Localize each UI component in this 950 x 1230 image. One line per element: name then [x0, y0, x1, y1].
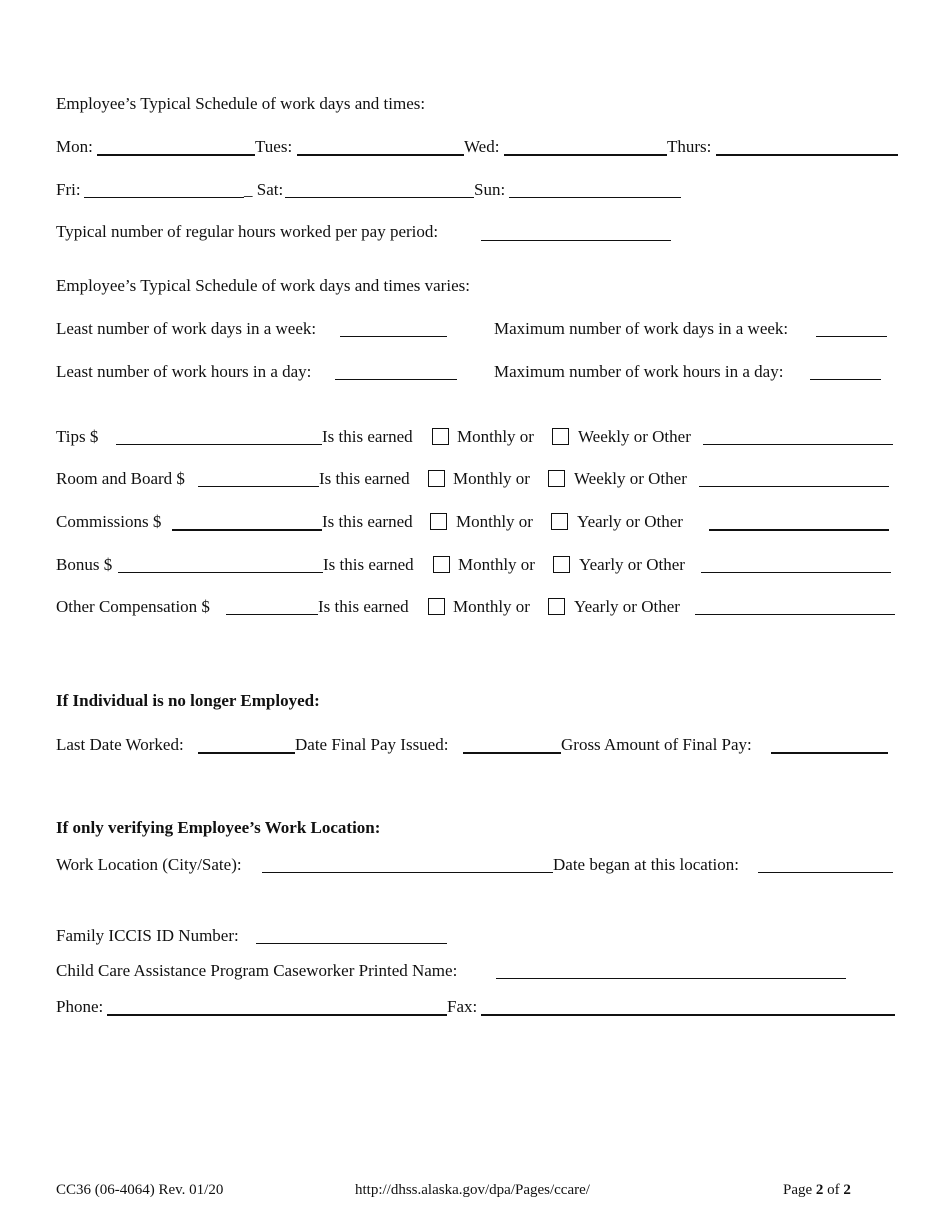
phone-label: Phone:: [56, 997, 104, 1016]
room-board-other-field[interactable]: [699, 486, 889, 487]
tues-field[interactable]: [297, 154, 464, 156]
bonus-yearly-checkbox[interactable]: [553, 556, 570, 573]
tips-monthly-label: Monthly or: [457, 427, 534, 446]
commissions-monthly-checkbox[interactable]: [430, 513, 447, 530]
fax-label: Fax:: [447, 997, 478, 1016]
page-current: 2: [815, 1182, 824, 1198]
page-of: of: [827, 1182, 840, 1198]
footer-url[interactable]: http://dhss.alaska.gov/dpa/Pages/ccare/: [355, 1182, 590, 1198]
room-board-amount-field[interactable]: [198, 486, 319, 487]
sun-label: Sun:: [474, 180, 506, 199]
last-date-worked-label: Last Date Worked:: [56, 735, 184, 754]
bonus-label: Bonus $: [56, 555, 113, 574]
fri-label: Fri:: [56, 180, 81, 199]
page-prefix: Page: [783, 1182, 813, 1198]
max-days-label: Maximum number of work days in a week:: [494, 319, 789, 338]
caseworker-name-field[interactable]: [496, 978, 846, 979]
room-board-option-label: Weekly or Other: [574, 469, 687, 488]
sun-field[interactable]: [509, 197, 681, 198]
other-comp-option-label: Yearly or Other: [574, 597, 680, 616]
thurs-label: Thurs:: [667, 137, 712, 156]
sat-field[interactable]: [285, 197, 474, 198]
tips-weekly-checkbox[interactable]: [552, 428, 569, 445]
final-pay-date-field[interactable]: [463, 752, 561, 754]
least-days-label: Least number of work days in a week:: [56, 319, 317, 338]
tips-label: Tips $: [56, 427, 99, 446]
tips-other-field[interactable]: [703, 444, 893, 445]
tips-option-label: Weekly or Other: [578, 427, 691, 446]
bonus-monthly-label: Monthly or: [458, 555, 535, 574]
tips-monthly-checkbox[interactable]: [432, 428, 449, 445]
least-hours-label: Least number of work hours in a day:: [56, 362, 312, 381]
page-number: [783, 1181, 851, 1199]
caseworker-name-label: Child Care Assistance Program Caseworker Printed Name:: [56, 961, 458, 980]
mon-field[interactable]: [97, 154, 255, 156]
tues-label: Tues:: [255, 137, 293, 156]
last-date-worked-field[interactable]: [198, 752, 295, 754]
thurs-field[interactable]: [716, 154, 898, 156]
room-board-monthly-label: Monthly or: [453, 469, 530, 488]
regular-hours-label: Typical number of regular hours worked per pay period:: [56, 222, 439, 241]
room-board-label: Room and Board $: [56, 469, 185, 488]
other-comp-label: Other Compensation $: [56, 597, 210, 616]
commissions-amount-field[interactable]: [172, 529, 322, 531]
least-hours-field[interactable]: [335, 379, 457, 380]
commissions-yearly-checkbox[interactable]: [551, 513, 568, 530]
work-location-label: Work Location (City/Sate):: [56, 855, 242, 874]
gross-final-pay-field[interactable]: [771, 752, 888, 754]
bonus-option-label: Yearly or Other: [579, 555, 685, 574]
no-longer-employed-heading: If Individual is no longer Employed:: [56, 691, 320, 710]
iccis-id-label: Family ICCIS ID Number:: [56, 926, 239, 945]
iccis-id-field[interactable]: [256, 943, 447, 944]
fri-field[interactable]: [84, 197, 244, 198]
wed-field[interactable]: [504, 154, 667, 156]
tips-amount-field[interactable]: [116, 444, 322, 445]
commissions-monthly-label: Monthly or: [456, 512, 533, 531]
other-comp-monthly-label: Monthly or: [453, 597, 530, 616]
least-days-field[interactable]: [340, 336, 447, 337]
room-board-earned-label: Is this earned: [319, 469, 410, 488]
wed-label: Wed:: [464, 137, 500, 156]
tips-earned-label: Is this earned: [322, 427, 413, 446]
room-board-monthly-checkbox[interactable]: [428, 470, 445, 487]
commissions-option-label: Yearly or Other: [577, 512, 683, 531]
mon-label: Mon:: [56, 137, 93, 156]
commissions-earned-label: Is this earned: [322, 512, 413, 531]
room-board-weekly-checkbox[interactable]: [548, 470, 565, 487]
form-id: CC36 (06-4064) Rev. 01/20: [56, 1182, 224, 1198]
bonus-monthly-checkbox[interactable]: [433, 556, 450, 573]
other-comp-yearly-checkbox[interactable]: [548, 598, 565, 615]
phone-field[interactable]: [107, 1014, 447, 1016]
date-began-label: Date began at this location:: [553, 855, 739, 874]
other-comp-amount-field[interactable]: [226, 614, 318, 615]
max-hours-field[interactable]: [810, 379, 881, 380]
commissions-label: Commissions $: [56, 512, 162, 531]
regular-hours-field[interactable]: [481, 240, 671, 241]
varies-heading: Employee’s Typical Schedule of work days and times varies:: [56, 276, 470, 295]
work-location-heading: If only verifying Employee’s Work Location:: [56, 818, 381, 837]
other-comp-monthly-checkbox[interactable]: [428, 598, 445, 615]
page-total: 2: [843, 1182, 851, 1198]
other-comp-earned-label: Is this earned: [318, 597, 409, 616]
max-days-field[interactable]: [816, 336, 887, 337]
bonus-amount-field[interactable]: [118, 572, 323, 573]
other-comp-other-field[interactable]: [695, 614, 895, 615]
bonus-other-field[interactable]: [701, 572, 891, 573]
final-pay-date-label: Date Final Pay Issued:: [295, 735, 449, 754]
gross-final-pay-label: Gross Amount of Final Pay:: [561, 735, 752, 754]
sat-label: _ Sat:: [244, 180, 284, 199]
schedule-heading: Employee’s Typical Schedule of work days and times:: [56, 94, 426, 113]
date-began-field[interactable]: [758, 872, 893, 873]
max-hours-label: Maximum number of work hours in a day:: [494, 362, 784, 381]
commissions-other-field[interactable]: [709, 529, 889, 531]
fax-field[interactable]: [481, 1014, 895, 1016]
bonus-earned-label: Is this earned: [323, 555, 414, 574]
work-location-field[interactable]: [262, 872, 553, 873]
